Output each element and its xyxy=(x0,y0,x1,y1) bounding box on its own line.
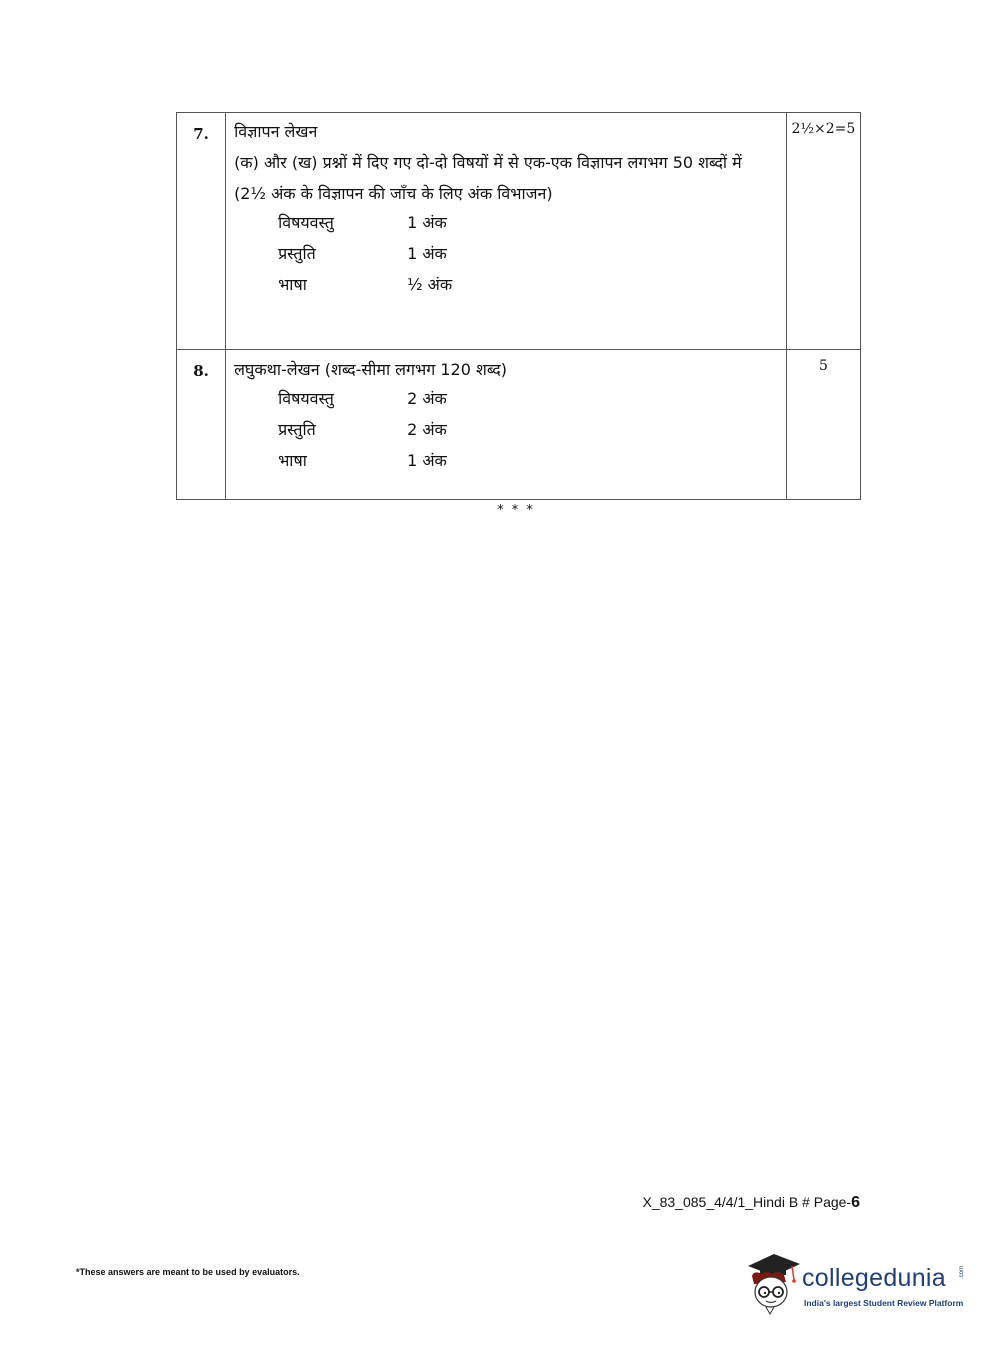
breakdown-label: प्रस्तुति xyxy=(278,419,316,439)
breakdown-label: विषयवस्तु xyxy=(278,388,334,408)
marking-scheme-table xyxy=(176,112,861,500)
collegedunia-logo xyxy=(744,1250,974,1320)
breakdown-label: विषयवस्तु xyxy=(278,212,334,232)
question-content xyxy=(226,350,787,500)
page-number: 6 xyxy=(851,1194,860,1211)
brand-suffix: .com xyxy=(959,1266,965,1280)
page-reference-label: X_83_085_4/4/1_Hindi B # Page- xyxy=(642,1194,852,1210)
graduate-mascot-icon xyxy=(744,1250,800,1316)
breakdown-label: भाषा xyxy=(278,450,307,470)
marking-note: (2½ अंक के विज्ञापन की जाँच के लिए अंक विभाजन) xyxy=(234,184,553,203)
brand-name: collegedunia xyxy=(802,1264,946,1292)
breakdown-row xyxy=(278,238,778,269)
breakdown-row xyxy=(278,414,778,445)
breakdown-value: 2 अंक xyxy=(407,419,447,439)
breakdown-value: 2 अंक xyxy=(407,388,447,408)
brand-tagline: India's largest Student Review Platform xyxy=(804,1298,964,1308)
table-row xyxy=(177,350,861,500)
breakdown-row xyxy=(278,207,778,238)
page-reference xyxy=(642,1194,860,1212)
breakdown-label: भाषा xyxy=(278,274,307,294)
question-marks: 5 xyxy=(786,350,860,500)
table-row xyxy=(177,113,861,350)
breakdown-row xyxy=(278,445,778,476)
question-content xyxy=(226,113,787,350)
evaluator-note: *These answers are meant to be used by evaluators. xyxy=(76,1267,300,1277)
breakdown-row xyxy=(278,269,778,300)
breakdown-value: 1 अंक xyxy=(407,212,447,232)
end-marker: * * * xyxy=(497,503,535,518)
breakdown-label: प्रस्तुति xyxy=(278,243,316,263)
question-title: विज्ञापन लेखन xyxy=(234,122,318,141)
breakdown-value: ½ अंक xyxy=(407,274,453,294)
question-number: 8. xyxy=(177,350,226,500)
question-number: 7. xyxy=(177,113,226,350)
question-marks: 2½×2=5 xyxy=(786,113,860,350)
breakdown-value: 1 अंक xyxy=(407,243,447,263)
breakdown-value: 1 अंक xyxy=(407,450,447,470)
question-title: लघुकथा-लेखन (शब्द-सीमा लगभग 120 शब्द) xyxy=(234,360,507,379)
question-instruction: (क) और (ख) प्रश्नों में दिए गए दो-दो विषयों में से एक-एक विज्ञापन लगभग 50 शब्दों में xyxy=(234,153,742,172)
breakdown-row xyxy=(278,383,778,414)
